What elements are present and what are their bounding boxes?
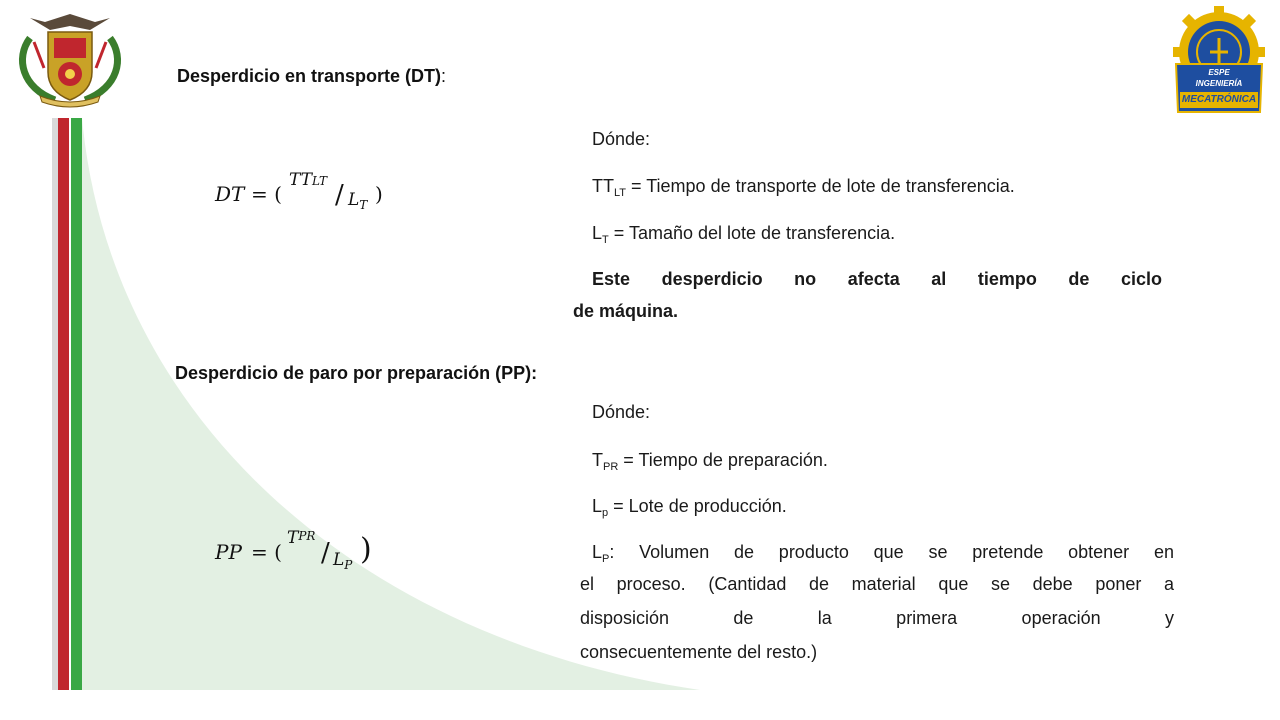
tt-subscript: LT	[614, 187, 627, 199]
section1-note-line1: Este desperdicio no afecta al tiempo de ciclo	[592, 269, 1162, 289]
section2-def-lp2-line4: consecuentemente del resto.)	[580, 642, 818, 662]
dt-formula-eq: = (	[251, 182, 282, 206]
tpr-definition: = Tiempo de preparación.	[618, 450, 828, 470]
mecatronica-logo-text: MECATRÓNICA	[1181, 94, 1257, 105]
tt-definition: = Tiempo de transporte de lote de transferencia.	[626, 176, 1015, 196]
pp-formula-denominator	[333, 550, 352, 572]
tpr-symbol: T	[592, 450, 603, 470]
section1-title-text: Desperdicio en transporte (DT)	[177, 66, 442, 86]
pp-formula-close: )	[360, 532, 372, 567]
section2-title: Desperdicio de paro por preparación (PP):	[175, 363, 538, 383]
gray-stripe	[52, 118, 58, 690]
pp-formula-eq: = (	[251, 540, 282, 564]
lp-symbol: L	[592, 496, 603, 516]
lp2-symbol: L	[592, 542, 603, 562]
tt-symbol: TT	[592, 176, 614, 196]
dt-formula	[215, 168, 395, 218]
red-stripe	[58, 118, 69, 690]
lp2-definition-line1: : Volumen de producto que se pretende obtener en	[609, 542, 1174, 562]
green-stripe	[71, 118, 82, 690]
pp-den-sub: P	[344, 558, 353, 572]
pp-num-sym: T	[287, 528, 299, 548]
dt-formula-lhs: DT	[215, 182, 245, 206]
lp2-subscript: P	[602, 553, 610, 565]
ingenieria-logo-text: INGENIERÍA	[1195, 79, 1243, 88]
dt-formula-numerator	[289, 170, 327, 190]
dt-den-sub: T	[359, 198, 368, 212]
pp-den-sym: L	[333, 550, 345, 570]
section2-def-lp2-line3: disposición de la primera operación y	[580, 608, 1174, 628]
section2-where: Dónde:	[592, 402, 651, 422]
lp-subscript: p	[602, 507, 609, 519]
section2-def-lp2-line1	[592, 542, 1174, 563]
pp-formula-lhs: PP	[215, 540, 242, 564]
lt-definition: = Tamaño del lote de transferencia.	[608, 223, 896, 243]
pp-formula-slash: /	[321, 538, 330, 568]
section2-def-lp2-line2: el proceso. (Cantidad de material que se debe poner a	[580, 574, 1174, 594]
section1-def-tt	[592, 176, 1015, 197]
dt-den-sym: L	[348, 190, 360, 210]
section1-where: Dónde:	[592, 129, 651, 149]
lt-subscript: T	[602, 234, 609, 246]
dt-formula-close: )	[375, 182, 383, 206]
tpr-subscript: PR	[603, 461, 619, 473]
coat-of-arms-logo	[10, 8, 130, 108]
pp-formula	[215, 528, 395, 580]
dt-num-sym: TT	[289, 170, 312, 190]
section1-title-colon: :	[441, 66, 447, 86]
dt-num-sub: LT	[312, 174, 327, 188]
espe-logo-text: ESPE	[1208, 68, 1230, 77]
white-stripe	[69, 118, 71, 690]
dt-formula-denominator	[348, 190, 367, 212]
pp-num-sub: PR	[298, 529, 316, 543]
section1-def-lt	[592, 223, 895, 244]
espe-mecatronica-logo	[1170, 6, 1268, 116]
section1-note-line2: de máquina.	[573, 301, 679, 321]
pp-formula-numerator	[287, 528, 315, 548]
section2-def-tpr	[592, 450, 828, 471]
lp-definition: = Lote de producción.	[608, 496, 787, 516]
section1-title	[177, 66, 446, 87]
dt-formula-slash: /	[335, 180, 344, 210]
lt-symbol: L	[592, 223, 603, 243]
section2-def-lp	[592, 496, 787, 517]
